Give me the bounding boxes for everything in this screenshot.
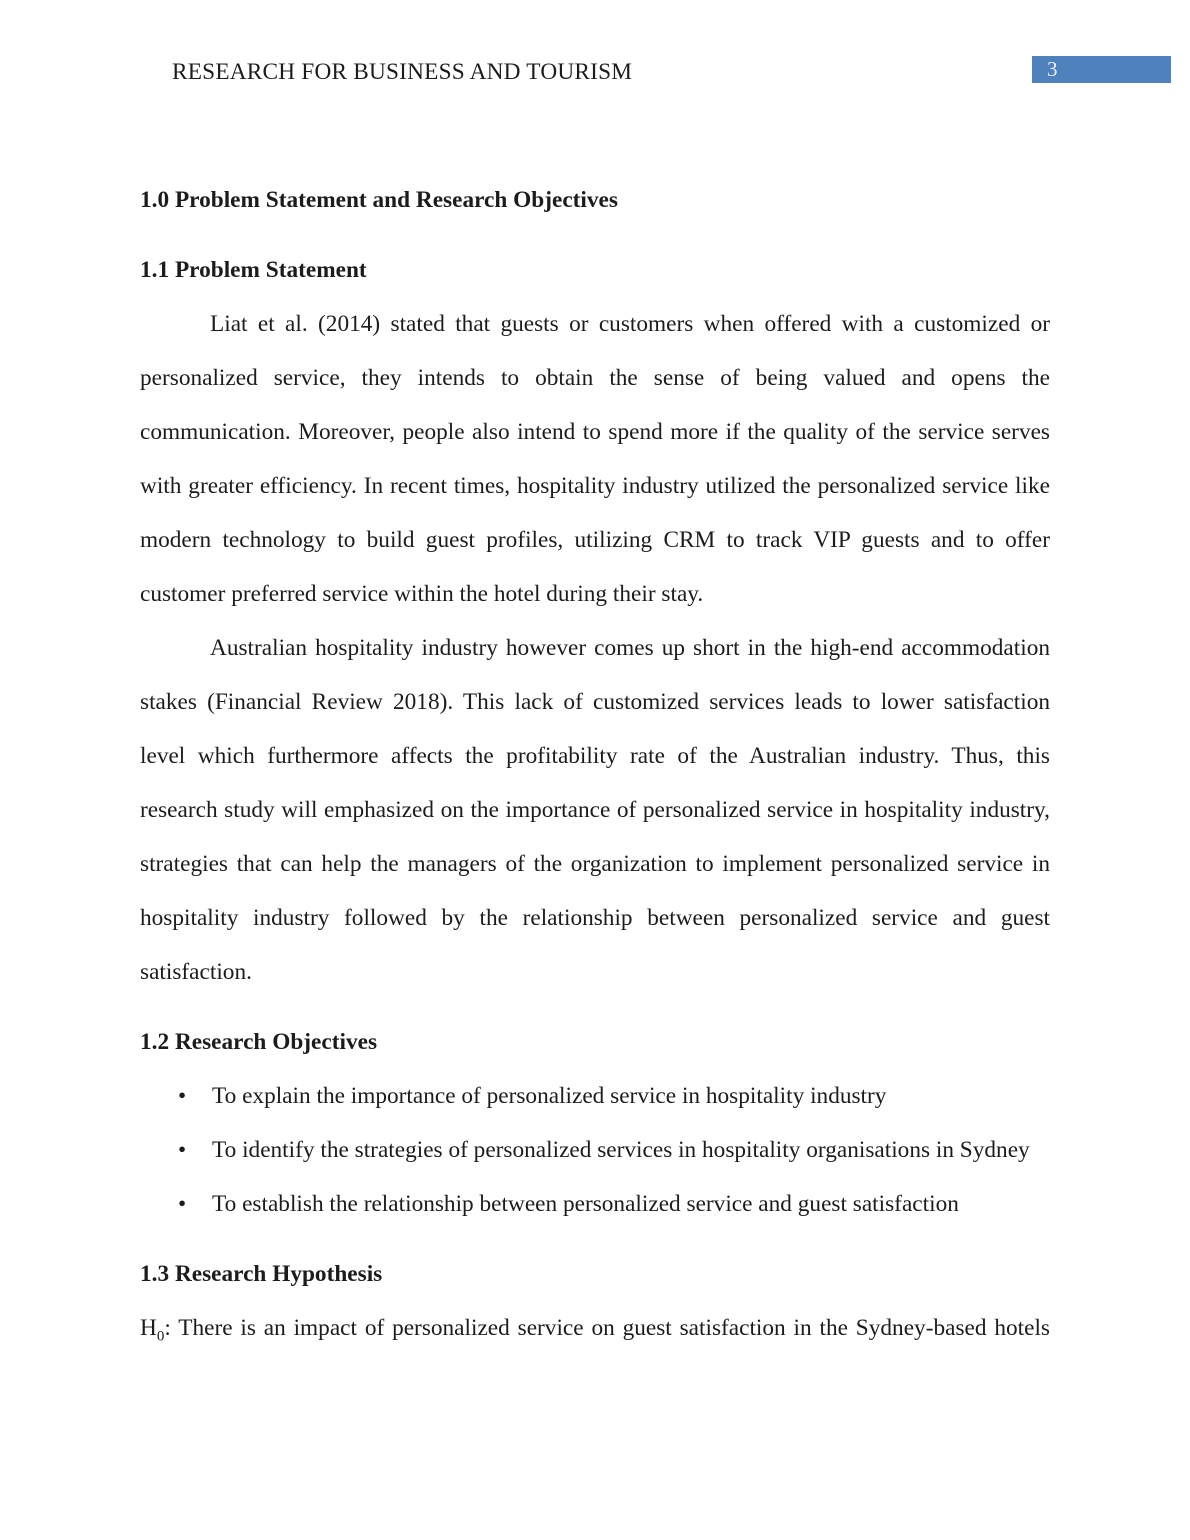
list-item-text: To establish the relationship between personalized service and guest satisfaction bbox=[212, 1191, 959, 1217]
heading-1-0-problem-statement-and-research-objectives: 1.0 Problem Statement and Research Objectives bbox=[140, 187, 618, 213]
paragraph-problem-statement-1 bbox=[140, 297, 1050, 621]
hypothesis-subscript: 0 bbox=[156, 1328, 165, 1345]
text-line: with greater efficiency. In recent times, hospitality industry utilized the personalized service like bbox=[140, 473, 1050, 499]
hypothesis-text: : There is an impact of personalized service on guest satisfaction in the Sydney-based hotels bbox=[164, 1315, 1050, 1341]
text-line: personalized service, they intends to obtain the sense of being valued and opens the bbox=[140, 365, 1050, 391]
text-line: Liat et al. (2014) stated that guests or customers when offered with a customized or bbox=[210, 311, 1050, 337]
heading-1-1-problem-statement: 1.1 Problem Statement bbox=[140, 257, 367, 283]
objectives-list bbox=[140, 1069, 1050, 1231]
running-head: RESEARCH FOR BUSINESS AND TOURISM bbox=[172, 59, 633, 85]
text-line: Australian hospitality industry however comes up short in the high-end accommodation bbox=[210, 635, 1050, 661]
hypothesis-symbol: H bbox=[140, 1315, 157, 1341]
text-line: research study will emphasized on the importance of personalized service in hospitality industry, bbox=[140, 797, 1050, 823]
text-line: communication. Moreover, people also intend to spend more if the quality of the service serves bbox=[140, 419, 1050, 445]
text-line: modern technology to build guest profiles, utilizing CRM to track VIP guests and to offer bbox=[140, 527, 1050, 553]
text-line: hospitality industry followed by the relationship between personalized service and guest bbox=[140, 905, 1050, 931]
document-body bbox=[140, 0, 1050, 1355]
list-item bbox=[140, 1177, 1050, 1231]
text-line: customer preferred service within the hotel during their stay. bbox=[140, 581, 704, 607]
heading-1-2-research-objectives: 1.2 Research Objectives bbox=[140, 1029, 378, 1055]
bullet-icon: • bbox=[178, 1191, 187, 1217]
paragraph-problem-statement-2 bbox=[140, 621, 1050, 999]
list-item bbox=[140, 1123, 1050, 1177]
text-line: stakes (Financial Review 2018). This lack of customized services leads to lower satisfaction bbox=[140, 689, 1050, 715]
page-number: 3 bbox=[1047, 57, 1058, 81]
text-line: strategies that can help the managers of the organization to implement personalized service in bbox=[140, 851, 1050, 877]
list-item bbox=[140, 1069, 1050, 1123]
bullet-icon: • bbox=[178, 1083, 187, 1109]
bullet-icon: • bbox=[178, 1137, 187, 1163]
list-item-text: To identify the strategies of personalized services in hospitality organisations in Sydney bbox=[212, 1137, 1030, 1163]
text-line: level which furthermore affects the profitability rate of the Australian industry. Thus, this bbox=[140, 743, 1050, 769]
page-number-box bbox=[1032, 56, 1171, 83]
hypothesis-line bbox=[140, 1301, 1050, 1355]
list-item-text: To explain the importance of personalized service in hospitality industry bbox=[212, 1083, 887, 1109]
heading-1-3-research-hypothesis: 1.3 Research Hypothesis bbox=[140, 1261, 383, 1287]
text-line: satisfaction. bbox=[140, 959, 252, 985]
